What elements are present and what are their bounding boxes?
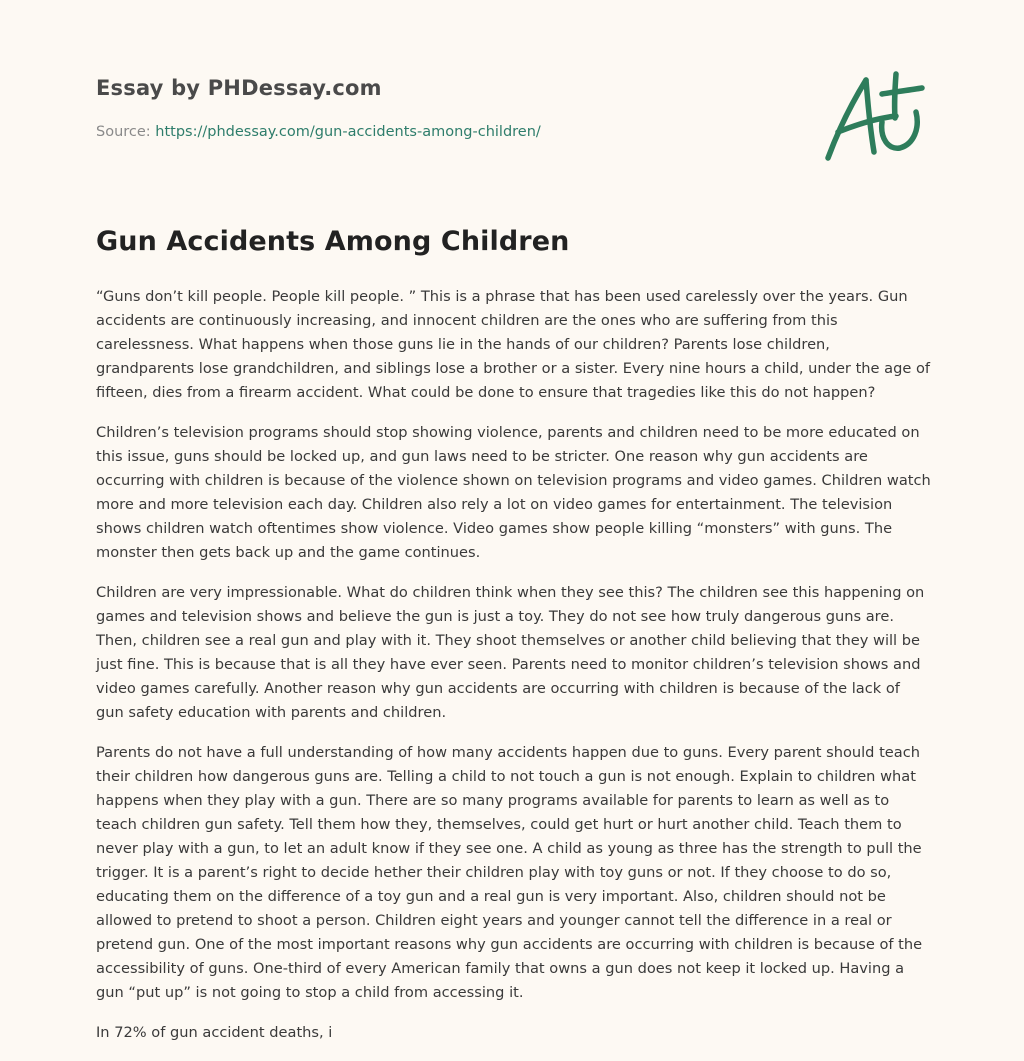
essay-body xyxy=(96,285,932,1061)
essay-title: Gun Accidents Among Children xyxy=(96,226,570,257)
essay-paragraph: Children’s television programs should stop showing violence, parents and children need to be more educated on this issue, guns should be locked up, and gun laws need to be stricter. One reason why gun accidents are occurring with children is because of the violence shown on television programs and video games. Children watch more and more television each day. Children also rely a lot on video games for entertainment. The television shows children watch oftentimes show violence. Video games show people killing “monsters” with guns. The monster then gets back up and the game continues. xyxy=(96,424,931,561)
a-plus-grade-icon xyxy=(818,66,928,166)
essay-paragraph: “Guns don’t kill people. People kill people. ” This is a phrase that has been used carelessly over the years. Gun accidents are continuously increasing, and innocent children are the ones who are suffering from this carelessness. What happens when those guns lie in the hands of our children? Parents lose children, grandparents lose grandchildren, and siblings lose a brother or a sister. Every nine hours a child, under the age of fifteen, dies from a firearm accident. What could be done to ensure that tragedies like this do not happen? xyxy=(96,288,931,401)
essay-paragraph: In 72% of gun accident deaths, i xyxy=(96,1024,333,1041)
source-link[interactable]: https://phdessay.com/gun-accidents-among-children/ xyxy=(155,124,541,140)
source-label: Source: xyxy=(96,124,151,140)
essay-paragraph: Parents do not have a full understanding of how many accidents happen due to guns. Every parent should teach their children how dangerous guns are. Telling a child to not touch a gun is not enough. Explain to children what happens when they play with a gun. There are so many programs available for parents to learn as well as to teach children gun safety. Tell them how they, themselves, could get hurt or hurt another child. Teach them to never play with a gun, to let an adult know if they see one. A child as young as three has the strength to pull the trigger. It is a parent’s right to decide hether their children play with toy guns or not. If they choose to do so, educating them on the difference of a toy gun and a real gun is very important. Also, children should not be allowed to pretend to shoot a person. Children eight years and younger cannot tell the difference in a real or pretend gun. One of the most important reasons why gun accidents are occurring with children is because of the accessibility of guns. One-third of every American family that owns a gun does not keep it locked up. Having a gun “put up” is not going to stop a child from accessing it. xyxy=(96,744,923,1001)
essay-paragraph: Children are very impressionable. What do children think when they see this? The children see this happening on games and television shows and believe the gun is just a toy. They do not see how truly dangerous guns are. Then, children see a real gun and play with it. They shoot themselves or another child believing that they will be just fine. This is because that is all they have ever seen. Parents need to monitor children’s television shows and video games carefully. Another reason why gun accidents are occurring with children is because of the lack of gun safety education with parents and children. xyxy=(96,584,925,721)
source-line xyxy=(96,124,541,140)
site-title: Essay by PHDessay.com xyxy=(96,76,382,100)
